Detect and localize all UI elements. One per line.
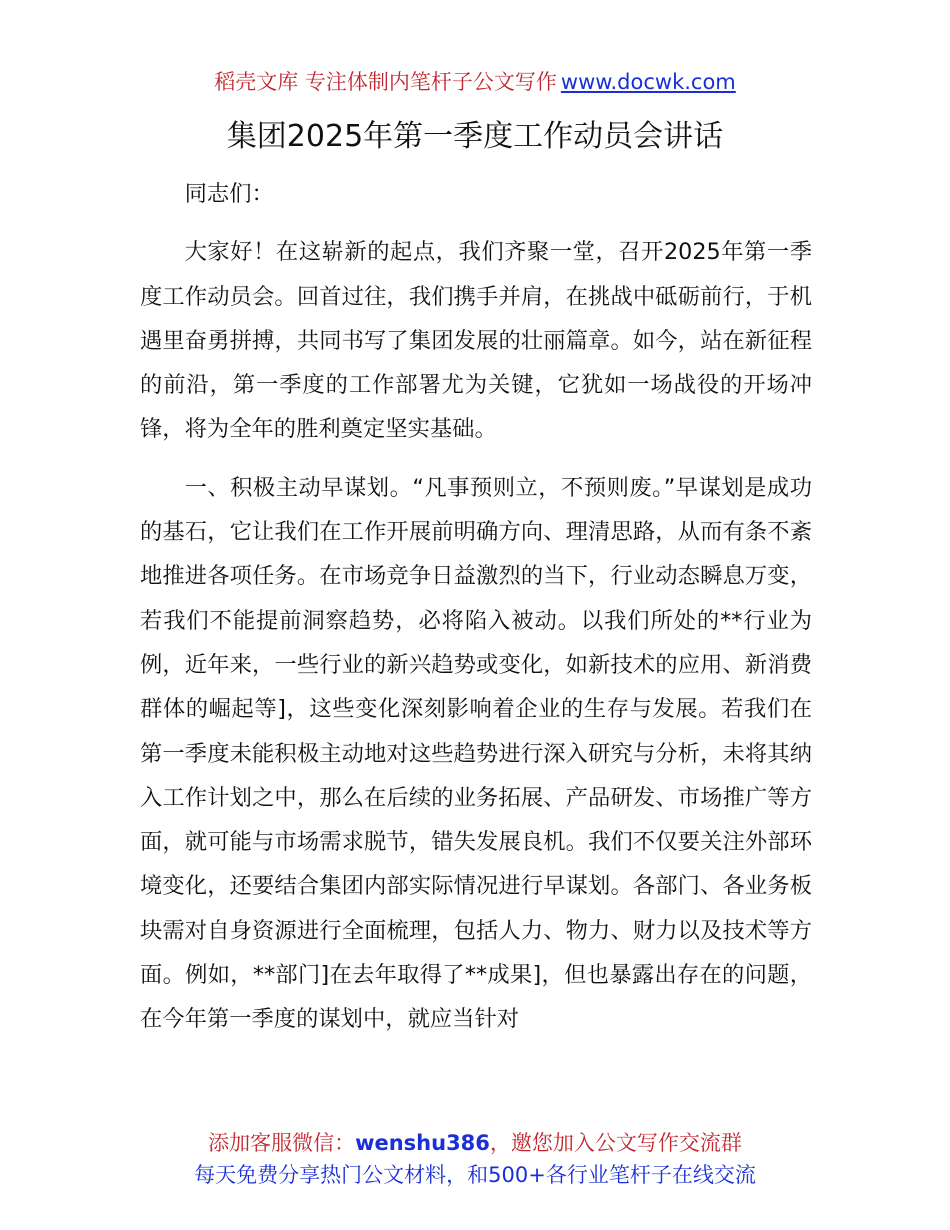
wechat-id: wenshu386 — [355, 1131, 490, 1155]
greeting: 同志们： — [184, 181, 274, 207]
footer-wechat-suffix: ，邀您加入公文写作交流群 — [489, 1131, 742, 1155]
document-body — [140, 172, 812, 1042]
paragraph-intro: 大家好！在这崭新的起点，我们齐聚一堂，召开2025年第一季度工作动员会。回首过往，我们携手并肩，在挑战中砥砺前行，于机遇里奋勇拼搏，共同书写了集团发展的壮丽篇章。如今，站在新征程的前沿，第一季度的工作部署尤为关键，它犹如一场战役的开场冲锋，将为全年的胜利奠定坚实基础。 — [140, 239, 812, 443]
footer-line-wechat — [0, 1127, 950, 1159]
footer-wechat-prefix: 添加客服微信： — [208, 1131, 356, 1155]
site-link[interactable]: www.docwk.com — [560, 70, 736, 94]
footer-banner — [0, 1127, 950, 1191]
document-title: 集团2025年第一季度工作动员会讲话 — [226, 119, 724, 154]
brand-text: 稻壳文库 专注体制内笔杆子公文写作 — [214, 70, 557, 94]
paragraph-section-one: 一、积极主动早谋划。“凡事预则立，不预则废。”早谋划是成功的基石，它让我们在工作开展前明确方向、理清思路，从而有条不紊地推进各项任务。在市场竞争日益激烈的当下，行业动态瞬息万变，若我们不能提前洞察趋势，必将陷入被动。以我们所处的**行业为例，近年来，一些行业的新兴趋势或变化，如新技术的应用、新消费群体的崛起等]，这些变化深刻影响着企业的生存与发展。若我们在第一季度未能积极主动地对这些趋势进行深入研究与分析，未将其纳入工作计划之中，那么在后续的业务拓展、产品研发、市场推广等方面，就可能与市场需求脱节，错失发展良机。我们不仅要关注外部环境变化，还要结合集团内部实际情况进行早谋划。各部门、各业务板块需对自身资源进行全面梳理，包括人力、物力、财力以及技术等方面。例如，**部门]在去年取得了**成果]，但也暴露出存在的问题，在今年第一季度的谋划中，就应当针对 — [140, 474, 812, 1033]
header-banner — [0, 66, 950, 98]
footer-line-share: 每天免费分享热门公文材料，和500+各行业笔杆子在线交流 — [194, 1163, 756, 1187]
